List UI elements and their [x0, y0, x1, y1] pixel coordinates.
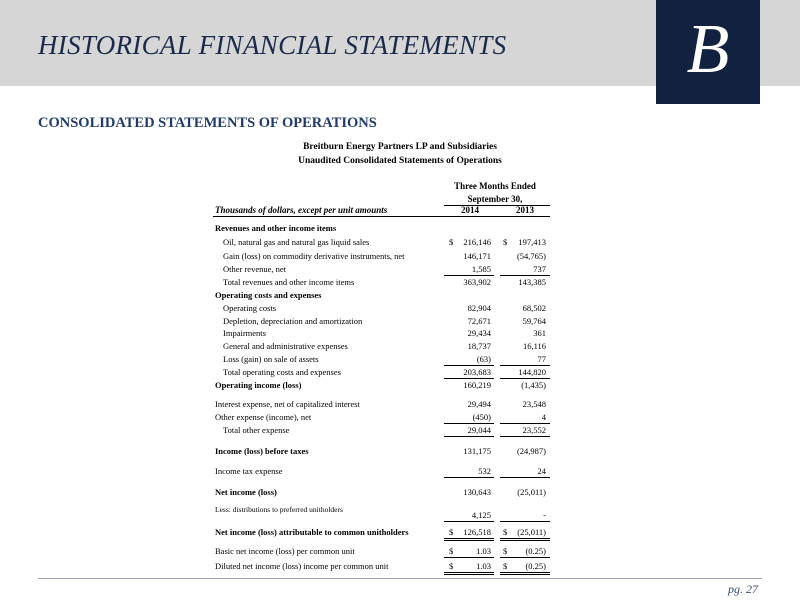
value-2014: 363,902: [463, 277, 491, 287]
row-label: Total other expense: [223, 425, 290, 435]
total-rule: [500, 538, 550, 539]
row-label: Gain (loss) on commodity derivative instruments, net: [223, 251, 405, 261]
total-rule: [444, 557, 494, 558]
value-2013: 143,385: [518, 277, 546, 287]
row-label: Operating income (loss): [215, 380, 302, 390]
value-2014: 126,518: [463, 527, 491, 537]
value-2014: 82,904: [467, 303, 491, 313]
value-2013: (54,765): [516, 251, 546, 261]
currency-symbol: $: [503, 546, 508, 556]
total-rule: [500, 572, 550, 573]
currency-symbol: $: [503, 561, 508, 571]
value-2013: 23,548: [522, 399, 546, 409]
row-label: Other expense (income), net: [215, 412, 312, 422]
value-2013: (25,011): [517, 527, 546, 537]
row-label: Less: distributions to preferred unitholders: [215, 505, 343, 514]
company-name: Breitburn Energy Partners LP and Subsidiaries: [303, 142, 497, 152]
row-label: Revenues and other income items: [215, 223, 337, 233]
total-rule: [444, 574, 494, 575]
subtotal-rule: [500, 521, 550, 522]
period-line-2: September 30,: [467, 194, 523, 204]
row-label: Total operating costs and expenses: [223, 367, 341, 377]
value-2014: (450): [472, 412, 491, 422]
value-2014: 1,585: [471, 264, 491, 274]
row-label: Other revenue, net: [223, 264, 287, 274]
value-2014: 1.03: [476, 561, 491, 571]
row-label: Total revenues and other income items: [223, 277, 355, 287]
statement-title: Unaudited Consolidated Statements of Operations: [298, 156, 502, 166]
value-2013: 197,413: [518, 237, 546, 247]
header-rule: [213, 216, 550, 217]
subtotal-rule: [500, 477, 550, 478]
value-2013: 24: [537, 466, 546, 476]
value-2013: 77: [537, 354, 546, 364]
value-2013: 59,764: [522, 316, 546, 326]
total-rule: [444, 540, 494, 541]
currency-symbol: $: [449, 237, 454, 247]
value-2013: 4: [541, 412, 546, 422]
currency-symbol: $: [503, 237, 508, 247]
period-line-1: Three Months Ended: [454, 181, 536, 191]
value-2014: 203,683: [463, 367, 491, 377]
value-2013: (1,435): [521, 380, 546, 390]
row-label: Diluted net income (loss) income per common unit: [215, 561, 389, 571]
currency-symbol: $: [449, 527, 454, 537]
value-2013: (0.25): [525, 561, 546, 571]
value-2014: 160,219: [463, 380, 491, 390]
value-2014: 131,175: [463, 446, 491, 456]
footer-rule: [38, 578, 762, 579]
value-2014: 29,434: [467, 328, 491, 338]
year-2013-header: 2013: [516, 205, 534, 215]
total-rule: [444, 538, 494, 539]
row-label: General and administrative expenses: [223, 341, 348, 351]
logo: [656, 0, 760, 104]
row-label: Depletion, depreciation and amortization: [223, 316, 363, 326]
row-label: Oil, natural gas and natural gas liquid sales: [223, 237, 370, 247]
value-2013: 23,552: [522, 425, 546, 435]
row-label: Loss (gain) on sale of assets: [223, 354, 319, 364]
value-2014: 18,737: [467, 341, 491, 351]
currency-symbol: $: [503, 527, 508, 537]
value-2013: (0.25): [525, 546, 546, 556]
row-label: Income tax expense: [215, 466, 283, 476]
total-rule: [500, 540, 550, 541]
value-2013: -: [543, 510, 546, 520]
value-2014: 130,643: [463, 487, 491, 497]
units-label: Thousands of dollars, except per unit amounts: [215, 205, 388, 215]
subtotal-rule: [444, 436, 494, 437]
page-title: HISTORICAL FINANCIAL STATEMENTS: [38, 30, 507, 60]
year-2014-header: 2014: [461, 205, 479, 215]
value-2014: 146,171: [463, 251, 491, 261]
total-rule: [500, 574, 550, 575]
row-label: Net income (loss): [215, 487, 277, 497]
subtotal-rule: [500, 436, 550, 437]
value-2014: 1.03: [476, 546, 491, 556]
row-label: Income (loss) before taxes: [215, 446, 309, 456]
value-2014: 29,494: [467, 399, 491, 409]
section-title: CONSOLIDATED STATEMENTS OF OPERATIONS: [38, 115, 377, 131]
subtotal-rule: [444, 477, 494, 478]
logo-letter: B: [686, 11, 730, 88]
value-2014: 4,125: [471, 510, 491, 520]
total-rule: [444, 572, 494, 573]
row-label: Interest expense, net of capitalized interest: [215, 399, 360, 409]
value-2013: (25,011): [517, 487, 546, 497]
value-2014: 216,146: [463, 237, 491, 247]
row-label: Operating costs: [223, 303, 277, 313]
value-2013: 737: [533, 264, 546, 274]
subtotal-rule: [444, 521, 494, 522]
value-2014: (63): [476, 354, 491, 364]
value-2013: 361: [533, 328, 546, 338]
page-number: pg. 27: [728, 582, 758, 596]
value-2013: (24,987): [516, 446, 546, 456]
value-2014: 532: [478, 466, 491, 476]
row-label: Basic net income (loss) per common unit: [215, 546, 355, 556]
total-rule: [500, 557, 550, 558]
value-2014: 72,671: [467, 316, 491, 326]
row-label: Operating costs and expenses: [215, 290, 322, 300]
row-label: Net income (loss) attributable to common unitholders: [215, 527, 409, 537]
value-2013: 68,502: [522, 303, 546, 313]
value-2014: 29,044: [467, 425, 491, 435]
value-2013: 144,820: [518, 367, 546, 377]
currency-symbol: $: [449, 561, 454, 571]
currency-symbol: $: [449, 546, 454, 556]
value-2013: 16,116: [522, 341, 546, 351]
row-label: Impairments: [223, 328, 266, 338]
